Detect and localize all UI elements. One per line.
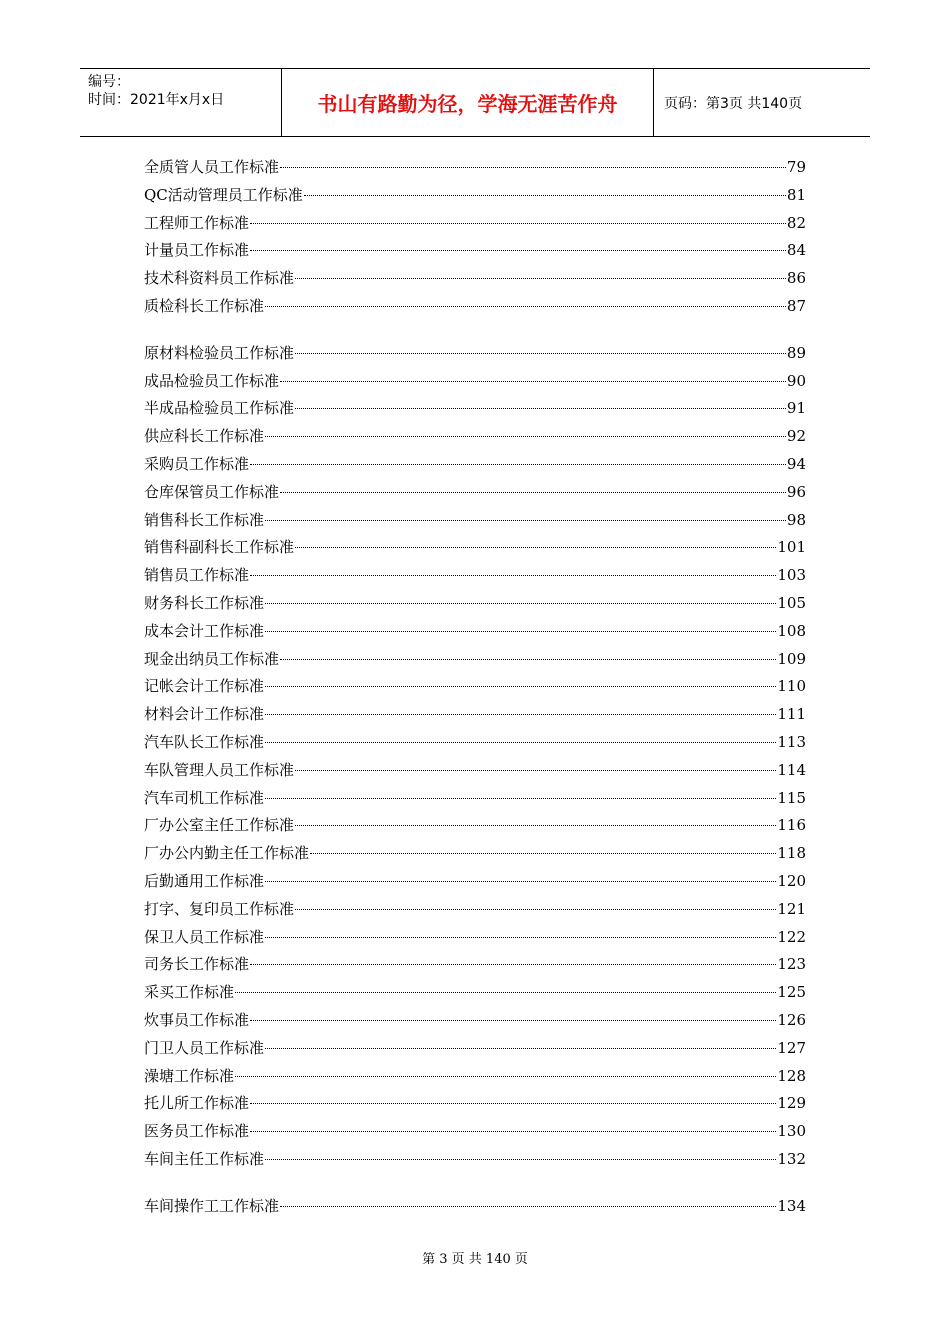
toc-entry-page: 96 [786, 482, 806, 501]
toc-entry-title: QC活动管理员工作标准 [144, 185, 303, 204]
toc-entry-page: 130 [777, 1122, 806, 1141]
toc-entry-title: 厂办公室主任工作标准 [144, 816, 295, 835]
toc-entry[interactable] [144, 182, 806, 210]
toc-entry-page: 87 [786, 296, 806, 315]
toc-dot-leader [295, 770, 776, 771]
toc-entry-page: 79 [786, 158, 806, 176]
toc-dot-leader [250, 250, 786, 251]
toc-dot-leader [280, 167, 786, 168]
toc-entry[interactable] [144, 423, 806, 451]
toc-entry-title: 厂办公内勤主任工作标准 [144, 844, 310, 863]
toc-entry-page: 114 [777, 760, 806, 779]
toc-dot-leader [265, 520, 786, 521]
toc-entry[interactable] [144, 1035, 806, 1063]
toc-dot-leader [265, 436, 786, 437]
toc-dot-leader [265, 1048, 776, 1049]
toc-entry-page: 125 [777, 983, 806, 1002]
toc-entry-title: 采买工作标准 [144, 983, 235, 1002]
toc-entry[interactable] [144, 368, 806, 396]
toc-entry[interactable] [144, 562, 806, 590]
toc-entry[interactable] [144, 812, 806, 840]
toc-entry[interactable] [144, 534, 806, 562]
toc-dot-leader [265, 631, 776, 632]
toc-dot-leader [295, 353, 786, 354]
toc-entry-title: 托儿所工作标准 [144, 1094, 250, 1113]
toc-dot-leader [235, 992, 776, 993]
toc-entry-title: 车队管理人员工作标准 [144, 760, 295, 779]
number-label: 编号： [88, 74, 130, 90]
toc-entry-title: 车间主任工作标准 [144, 1149, 265, 1168]
toc-dot-leader [280, 381, 786, 382]
toc-dot-leader [250, 575, 776, 576]
toc-entry-title: 保卫人员工作标准 [144, 927, 265, 946]
toc-entry-title: 现金出纳员工作标准 [144, 649, 280, 668]
toc-entry-page: 121 [777, 899, 806, 918]
toc-entry-title: 供应科长工作标准 [144, 427, 265, 446]
toc-entry-title: 司务长工作标准 [144, 955, 250, 974]
toc-entry-title: 半成品检验员工作标准 [144, 399, 295, 418]
toc-entry[interactable] [144, 646, 806, 674]
toc-entry[interactable] [144, 451, 806, 479]
toc-entry-title: 计量员工作标准 [144, 241, 250, 260]
toc-entry-title: 打字、复印员工作标准 [144, 899, 295, 918]
toc-entry-title: 工程师工作标准 [144, 213, 250, 232]
toc-entry[interactable] [144, 757, 806, 785]
toc-dot-leader [295, 547, 776, 548]
toc-entry[interactable] [144, 340, 806, 368]
toc-entry-title: 炊事员工作标准 [144, 1010, 250, 1029]
toc-entry[interactable] [144, 1007, 806, 1035]
toc-dot-leader [250, 464, 786, 465]
toc-dot-leader [295, 278, 786, 279]
toc-entry-page: 126 [777, 1010, 806, 1029]
toc-dot-leader [235, 1076, 776, 1077]
toc-entry-page: 82 [786, 213, 806, 232]
toc-dot-leader [250, 223, 786, 224]
toc-dot-leader [265, 798, 776, 799]
toc-entry-page: 115 [777, 788, 806, 807]
toc-entry[interactable] [144, 1118, 806, 1146]
toc-entry-page: 81 [786, 185, 806, 204]
header-meta [80, 69, 282, 136]
toc-dot-leader [310, 853, 776, 854]
toc-entry[interactable] [144, 840, 806, 868]
toc-entry-title: 销售科长工作标准 [144, 510, 265, 529]
toc-entry-title: 汽车队长工作标准 [144, 732, 265, 751]
toc-entry-title: 财务科长工作标准 [144, 593, 265, 612]
toc-entry-page: 103 [777, 566, 806, 585]
toc-entry-page: 109 [777, 649, 806, 668]
toc-dot-leader [265, 306, 786, 307]
toc-entry-page: 98 [786, 510, 806, 529]
toc-entry-title: 材料会计工作标准 [144, 705, 265, 724]
toc-entry-page: 120 [777, 871, 806, 890]
toc-entry[interactable] [144, 479, 806, 507]
toc-entry-title: 销售员工作标准 [144, 566, 250, 585]
toc-entry-page: 91 [786, 399, 806, 418]
date-label: 时间：2021年x月x日 [88, 92, 225, 108]
toc-entry-page: 134 [777, 1196, 806, 1215]
toc-entry-page: 118 [777, 844, 806, 863]
toc-entry[interactable] [144, 590, 806, 618]
toc-entry[interactable] [144, 293, 806, 321]
toc-dot-leader [250, 1020, 776, 1021]
toc-entry-page: 94 [786, 454, 806, 473]
toc-entry-page: 113 [777, 732, 806, 751]
toc-entry-title: 采购员工作标准 [144, 454, 250, 473]
table-of-contents [144, 154, 806, 1220]
toc-entry[interactable] [144, 785, 806, 813]
toc-dot-leader [295, 408, 786, 409]
toc-entry[interactable] [144, 395, 806, 423]
toc-dot-leader [265, 742, 776, 743]
toc-entry-page: 108 [777, 621, 806, 640]
toc-entry[interactable] [144, 673, 806, 701]
toc-dot-leader [304, 195, 786, 196]
toc-entry[interactable] [144, 979, 806, 1007]
toc-entry-page: 84 [786, 241, 806, 260]
toc-entry-title: 门卫人员工作标准 [144, 1038, 265, 1057]
toc-entry-page: 116 [777, 816, 806, 835]
toc-entry[interactable] [144, 729, 806, 757]
toc-entry-page: 110 [777, 677, 806, 696]
toc-entry-page: 90 [786, 371, 806, 390]
toc-entry[interactable] [144, 1090, 806, 1118]
header-page-label: 页码：第3页 共140页 [664, 95, 803, 112]
toc-entry-title: 医务员工作标准 [144, 1122, 250, 1141]
toc-dot-leader [295, 825, 776, 826]
toc-entry-title: 后勤通用工作标准 [144, 871, 265, 890]
toc-entry[interactable] [144, 154, 806, 182]
toc-dot-leader [265, 714, 776, 715]
toc-entry[interactable] [144, 701, 806, 729]
toc-entry-page: 127 [777, 1038, 806, 1057]
toc-entry-title: 仓库保管员工作标准 [144, 482, 280, 501]
toc-dot-leader [250, 1131, 776, 1132]
toc-entry-page: 129 [777, 1094, 806, 1113]
toc-entry[interactable] [144, 507, 806, 535]
header-motto: 书山有路勤为径，学海无涯苦作舟 [282, 69, 654, 136]
toc-dot-leader [295, 909, 776, 910]
toc-entry[interactable] [144, 237, 806, 265]
toc-entry[interactable] [144, 1193, 806, 1221]
toc-entry-page: 101 [777, 538, 806, 557]
toc-dot-leader [280, 492, 786, 493]
toc-entry-page: 132 [777, 1149, 806, 1168]
toc-dot-leader [280, 659, 776, 660]
toc-entry-title: 澡塘工作标准 [144, 1066, 235, 1085]
page-footer: 第 3 页 共 140 页 [422, 1252, 528, 1267]
toc-entry-title: 销售科副科长工作标准 [144, 538, 295, 557]
toc-entry[interactable] [144, 210, 806, 238]
toc-entry-page: 122 [777, 927, 806, 946]
toc-entry-title: 成品检验员工作标准 [144, 371, 280, 390]
page-header [80, 68, 870, 137]
toc-entry[interactable] [144, 1146, 806, 1174]
toc-entry-title: 质检科长工作标准 [144, 296, 265, 315]
toc-entry-page: 89 [786, 343, 806, 362]
toc-entry[interactable] [144, 265, 806, 293]
toc-dot-leader [265, 881, 776, 882]
toc-entry[interactable] [144, 618, 806, 646]
toc-entry-page: 111 [777, 705, 806, 724]
toc-dot-leader [280, 1206, 776, 1207]
toc-dot-leader [250, 964, 776, 965]
toc-dot-leader [265, 686, 776, 687]
toc-entry-page: 123 [777, 955, 806, 974]
toc-entry-page: 86 [786, 269, 806, 288]
toc-entry-title: 技术科资料员工作标准 [144, 269, 295, 288]
toc-dot-leader [265, 1159, 776, 1160]
toc-entry[interactable] [144, 1063, 806, 1091]
toc-entry[interactable] [144, 896, 806, 924]
toc-entry-title: 车间操作工工作标准 [144, 1196, 280, 1215]
toc-entry-page: 105 [777, 593, 806, 612]
toc-dot-leader [265, 937, 776, 938]
toc-entry-title: 原材料检验员工作标准 [144, 343, 295, 362]
toc-entry[interactable] [144, 868, 806, 896]
toc-entry-title: 成本会计工作标准 [144, 621, 265, 640]
toc-entry[interactable] [144, 951, 806, 979]
toc-entry-page: 128 [777, 1066, 806, 1085]
toc-entry-title: 全质管人员工作标准 [144, 158, 280, 176]
toc-entry-title: 记帐会计工作标准 [144, 677, 265, 696]
toc-dot-leader [250, 1103, 776, 1104]
toc-entry[interactable] [144, 924, 806, 952]
toc-entry-page: 92 [786, 427, 806, 446]
toc-entry-title: 汽车司机工作标准 [144, 788, 265, 807]
toc-dot-leader [265, 603, 776, 604]
